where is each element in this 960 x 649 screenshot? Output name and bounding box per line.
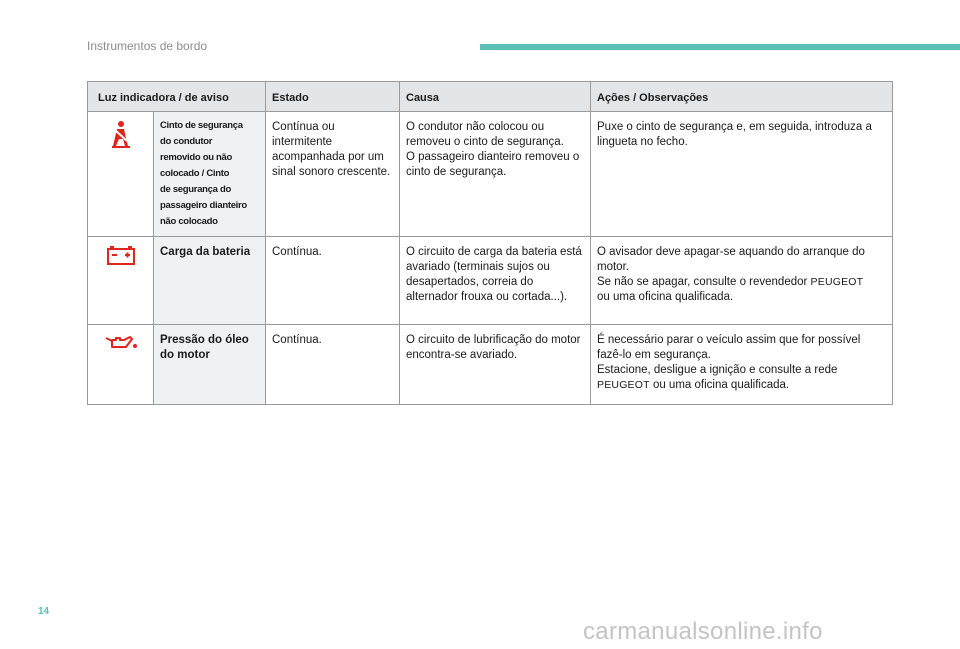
battery-charge-icon [107,256,135,268]
action-cell: É necessário parar o veículo assim que for possível fazê-lo em segurança. Estacione, desligue a ignição e consulte a rede PEUGEOT ou uma oficina qualificada. [591,325,893,405]
icon-cell [88,237,154,325]
action-cell: Puxe o cinto de segurança e, em seguida, introduza a lingueta no fecho. [591,112,893,237]
column-header-actions: Ações / Observações [591,82,893,112]
table-row [88,325,893,405]
page-number: 14 [38,606,50,617]
state-cell: Contínua. [266,237,400,325]
icon-cell [88,112,154,237]
seatbelt-warning-icon [109,141,133,153]
column-header-state: Estado [266,82,400,112]
watermark: carmanualsonline.info [583,618,823,645]
cause-cell: O circuito de lubrificação do motor encontra-se avariado. [400,325,591,405]
indicator-name: Pressão do óleo do motor [154,325,266,405]
indicator-name: Carga da bateria [154,237,266,325]
oil-pressure-icon [104,342,138,354]
cause-cell: O circuito de carga da bateria está avariado (terminais sujos ou desapertados, correia do alternador frouxa ou cortada...). [400,237,591,325]
brand-name: PEUGEOT [597,379,650,391]
icon-cell [88,325,154,405]
table-row [88,237,893,325]
page-header-title: Instrumentos de bordo [87,39,208,53]
column-header-cause: Causa [400,82,591,112]
action-cell: O avisador deve apagar-se aquando do arranque do motor. Se não se apagar, consulte o revendedor PEUGEOT ou uma oficina qualificada. [591,237,893,325]
indicator-name: Cinto de segurança do condutor removido ou não colocado / Cinto de segurança do passageiro dianteiro não colocado [154,112,266,237]
table-header-row [88,82,893,112]
warning-lights-table [87,81,893,405]
state-cell: Contínua ou intermitente acompanhada por um sinal sonoro crescente. [266,112,400,237]
brand-name: PEUGEOT [810,276,864,288]
header-accent-bar [480,44,960,50]
state-cell: Contínua. [266,325,400,405]
cause-cell: O condutor não colocou ou removeu o cinto de segurança. O passageiro dianteiro removeu o cinto de segurança. [400,112,591,237]
table-row [88,112,893,237]
column-header-indicator: Luz indicadora / de aviso [88,82,266,112]
